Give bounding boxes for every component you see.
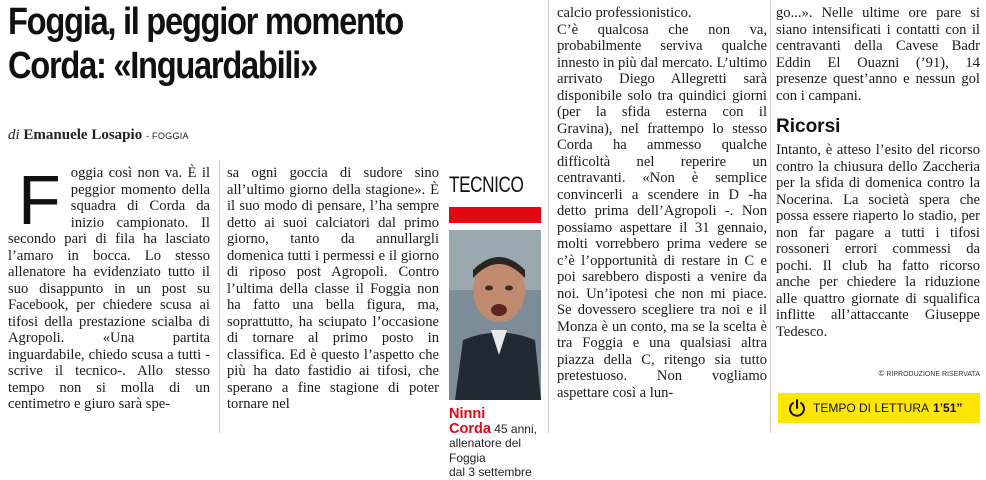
copyright-text: RIPRODUZIONE RISERVATA	[886, 371, 980, 378]
power-icon	[787, 398, 807, 418]
headline-line-2: Corda: «Inguardabili»	[8, 45, 317, 87]
column-divider	[219, 160, 220, 433]
caption-first-name: Ninni	[449, 406, 486, 422]
copyright-symbol: ©	[878, 369, 885, 378]
reading-time-label: TEMPO DI LETTURA	[813, 401, 930, 415]
coach-photo-image	[449, 230, 541, 400]
caption-last-name: Corda	[449, 420, 491, 437]
coach-photo	[449, 230, 541, 400]
byline-prefix: di	[8, 127, 20, 143]
headline	[8, 0, 468, 88]
caption-date: dal 3 settembre	[449, 465, 532, 479]
byline	[8, 127, 189, 144]
reading-time-box	[778, 393, 980, 423]
headline-line-1: Foggia, il peggior momento	[8, 1, 403, 43]
column-4-text-a: go...». Nelle ultime ore pare si siano intensificati i contatti con il centravanti della Cavese Badr Eddin El Ouazni (’91), 14 presenze quest’anno e nessun gol con i campani.	[776, 5, 980, 104]
column-3-text-a: calcio professionistico.	[557, 5, 692, 21]
photo-caption	[449, 407, 549, 480]
column-4-text-b: Intanto, è atteso l’esito del ricorso contro la chiusura dello Zaccheria per la sfida di domenica contro la Nocerina. La società spera che possa essere riaperto lo stadio, per non far pagare a tutti i tifosi rossoneri errori commessi da pochi. Il club ha fatto ricorso anche per chiedere la riduzione alle quattro giornate di squalifica inflitte all’attaccante Giuseppe Tedesco.	[776, 142, 980, 340]
article-column-1	[8, 161, 210, 413]
byline-location: - FOGGIA	[145, 131, 189, 141]
column-2-text: sa ogni goccia di sudore sino all’ultimo giorno della stagione». È il suo modo di pensare, l’ha sempre detto ai suoi calciatori dal primo giorno, tanto da annullargli domenica tutti i permessi e il giorno di riposo post Agropoli. Contro l’ultima della classe il Foggia non ha fatto una bella figura, ma, soprattutto, ha sciupato l’occasione di tornare al primo posto in classifica. Ed è questo l’aspetto che più ha dato fastidio ai tifosi, che sperano a fine stagione di poter tornare nel	[227, 165, 439, 412]
caption-age: 45 anni,	[494, 421, 537, 436]
article-column-4	[776, 5, 980, 340]
article-column-2	[227, 165, 439, 413]
column-3-text-b: C’è qualcosa che non va, probabilmente serviva qualche innesto in più dal mercato. L’ultimo arrivato Diego Allegretti sarà disponibile solo tra quindici giorni (per la sfida esterna con il Gravina), nel frattempo lo stesso Corda ha ammesso qualche difficoltà nel reperire un centravanti. «Non è semplice convincerli a scendere in D -ha detto prima dell’Agropoli -. Non possiamo aspettare il 31 gennaio, molti vorrebbero prima vedere se c’è l’opportunità di restare in C e poi sarebbero disposti a venire da noi. Un’ipotesi che non mi piace. Se dovessero scegliere tra noi e il Monza è un conto, ma se la scelta è tra Foggia e una qualsiasi altra piazza della C, ritengo sia tutto pretestuoso. Non vogliamo aspettare così a lun-	[557, 21, 767, 401]
caption-role: allenatore del Foggia	[449, 436, 522, 465]
column-divider	[548, 0, 549, 433]
byline-author[interactable]: Emanuele Losapio	[23, 127, 143, 143]
reading-time-value: 1’51”	[933, 401, 963, 415]
subhead-ricorsi: Ricorsi	[776, 116, 841, 137]
column-divider	[770, 0, 771, 433]
sidebar-label: TECNICO	[449, 172, 524, 197]
copyright-note	[776, 369, 980, 378]
drop-cap: F	[18, 161, 61, 239]
article-column-3	[557, 5, 767, 401]
coach-sidebar	[449, 172, 541, 479]
column-1-text: oggia così non va. È il peggior momento della squadra di Corda da inizio campionato. Il secondo pari di fila ha lasciato l’amaro in bocca. Lo stesso allenatore ha evidenziato tutto il suo disappunto in un post su Facebook, per chiedere scusa ai tifosi della prestazione scialba di Agropoli. «Una partita inguardabile, chiedo scusa a tutti -scrive il tecnico-. Allo stesso tempo non si molla di un centimetro e giuro sarà spe-	[8, 165, 210, 412]
sidebar-accent-bar	[449, 207, 541, 223]
